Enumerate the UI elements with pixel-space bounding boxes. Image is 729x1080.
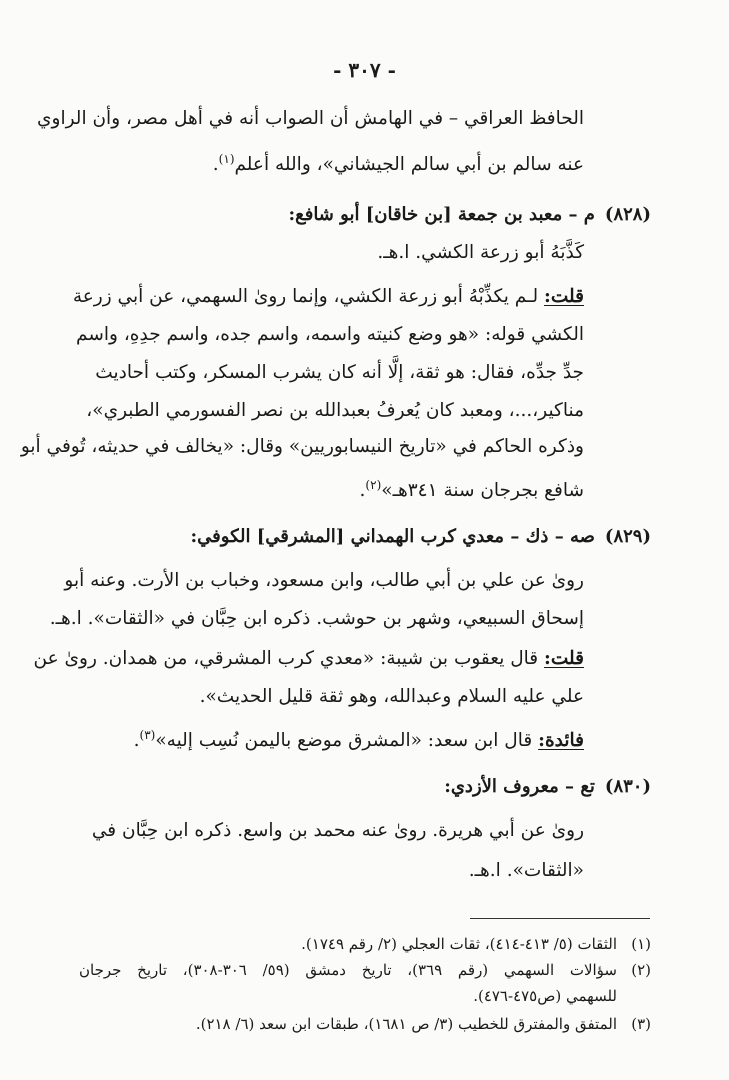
entry-828-qultu-line: قلت: لـم يكذِّبْهُ أبو زرعة الكشي، وإنما روىٰ السهمي، عن أبي زرعة: [72, 286, 584, 307]
intro-line-2: عنه سالم بن أبي سالم الجيشاني»، والله أعلم$^{(١)}$.: [212, 152, 584, 176]
entry-number: (٨٣٠): [604, 776, 651, 797]
entry-828-line-7: شافع بجرجان سنة ٣٤١هـ»$^{(٢)}$.: [359, 478, 584, 502]
entry-829-line-1: روىٰ عن علي بن أبي طالب، وابن مسعود، وخباب بن الأرت. وعنه أبو: [64, 570, 584, 591]
entry-828-line-4: جدِّ جدِّه، فقال: هو ثقة، إلَّا أنه كان يشرب المسكر، وكتب أحاديث: [95, 362, 584, 383]
footnote-3: (٣)المتفق والمفترق للخطيب (٣/ ص ١٦٨١)، طبقات ابن سعد (٦/ ٢١٨).: [195, 1015, 651, 1033]
faida-label: فائدة:: [538, 730, 584, 752]
entry-number: (٨٢٩): [604, 526, 651, 547]
entry-829-qultu-line: قلت: قال يعقوب بن شيبة: «معدي كرب المشرقي، من همدان. روىٰ عن: [33, 648, 584, 669]
footnote-ref-3[interactable]: (٣): [139, 728, 156, 742]
footnote-1: (١)الثقات (٥/ ٤١٣-٤١٤)، ثقات العجلي (٢/ رقم ١٧٤٩).: [301, 935, 651, 953]
footnote-2-cont: للسهمي (ص٤٧٥-٤٧٦).: [473, 987, 617, 1005]
entry-828-line-5: مناكير،...، ومعبد كان يُعرفُ بعبدالله بن نصر الفسورمي الطبري»،: [86, 400, 584, 421]
footnote-ref-1[interactable]: (١): [218, 152, 235, 166]
entry-title: تع – معروف الأزدي:: [444, 776, 595, 797]
footnote-ref-2[interactable]: (٢): [365, 478, 382, 492]
entry-heading-830: [444, 772, 651, 802]
footnote-separator: [470, 918, 650, 919]
entry-830-line-2: «الثقات». ا.هـ.: [468, 860, 584, 881]
entry-heading-829: [191, 522, 651, 552]
entry-829-line-2: إسحاق السبيعي، وشهر بن حوشب. ذكره ابن حِبَّان في «الثقات». ا.هـ.: [49, 608, 584, 629]
entry-title: م – معبد بن جمعة [بن خاقان] أبو شافع:: [288, 204, 595, 225]
entry-828-line-6: وذكره الحاكم في «تاريخ النيسابوريين» وقال: «يخالف في حديثه، تُوفي أبو: [20, 436, 584, 457]
qultu-label: قلت:: [544, 286, 584, 307]
entry-828-line-3: الكشي قوله: «هو وضع كنيته واسمه، واسم جده، واسم جدِهِ، واسم: [76, 324, 584, 345]
footnote-2: (٢)سؤالات السهمي (رقم ٣٦٩)، تاريخ دمشق (٥٩/ ٣٠٦-٣٠٨)، تاريخ جرجان: [79, 961, 652, 979]
entry-title: صه – ذك – معدي كرب الهمداني [المشرقي] الكوفي:: [190, 526, 595, 547]
entry-829-faida-line: فائدة: قال ابن سعد: «المشرق موضع باليمن نُسِب إليه»$^{(٣)}$.: [133, 728, 584, 752]
entry-829-line-4: علي عليه السلام وعبدالله، وهو ثقة قليل الحديث».: [199, 686, 584, 707]
intro-line-1: الحافظ العراقي – في الهامش أن الصواب أنه في أهل مصر، وأن الراوي: [37, 108, 584, 129]
qultu-label: قلت:: [544, 648, 584, 669]
entry-830-line-1: روىٰ عن أبي هريرة. روىٰ عنه محمد بن واسع. ذكره ابن حِبَّان في: [91, 820, 584, 841]
entry-heading-828: [288, 200, 651, 230]
entry-828-line-1: كَذَّبَهُ أبو زرعة الكشي. ا.هـ.: [377, 242, 584, 263]
page-number: - ٣٠٧ -: [333, 58, 396, 82]
entry-number: (٨٢٨): [604, 204, 651, 225]
